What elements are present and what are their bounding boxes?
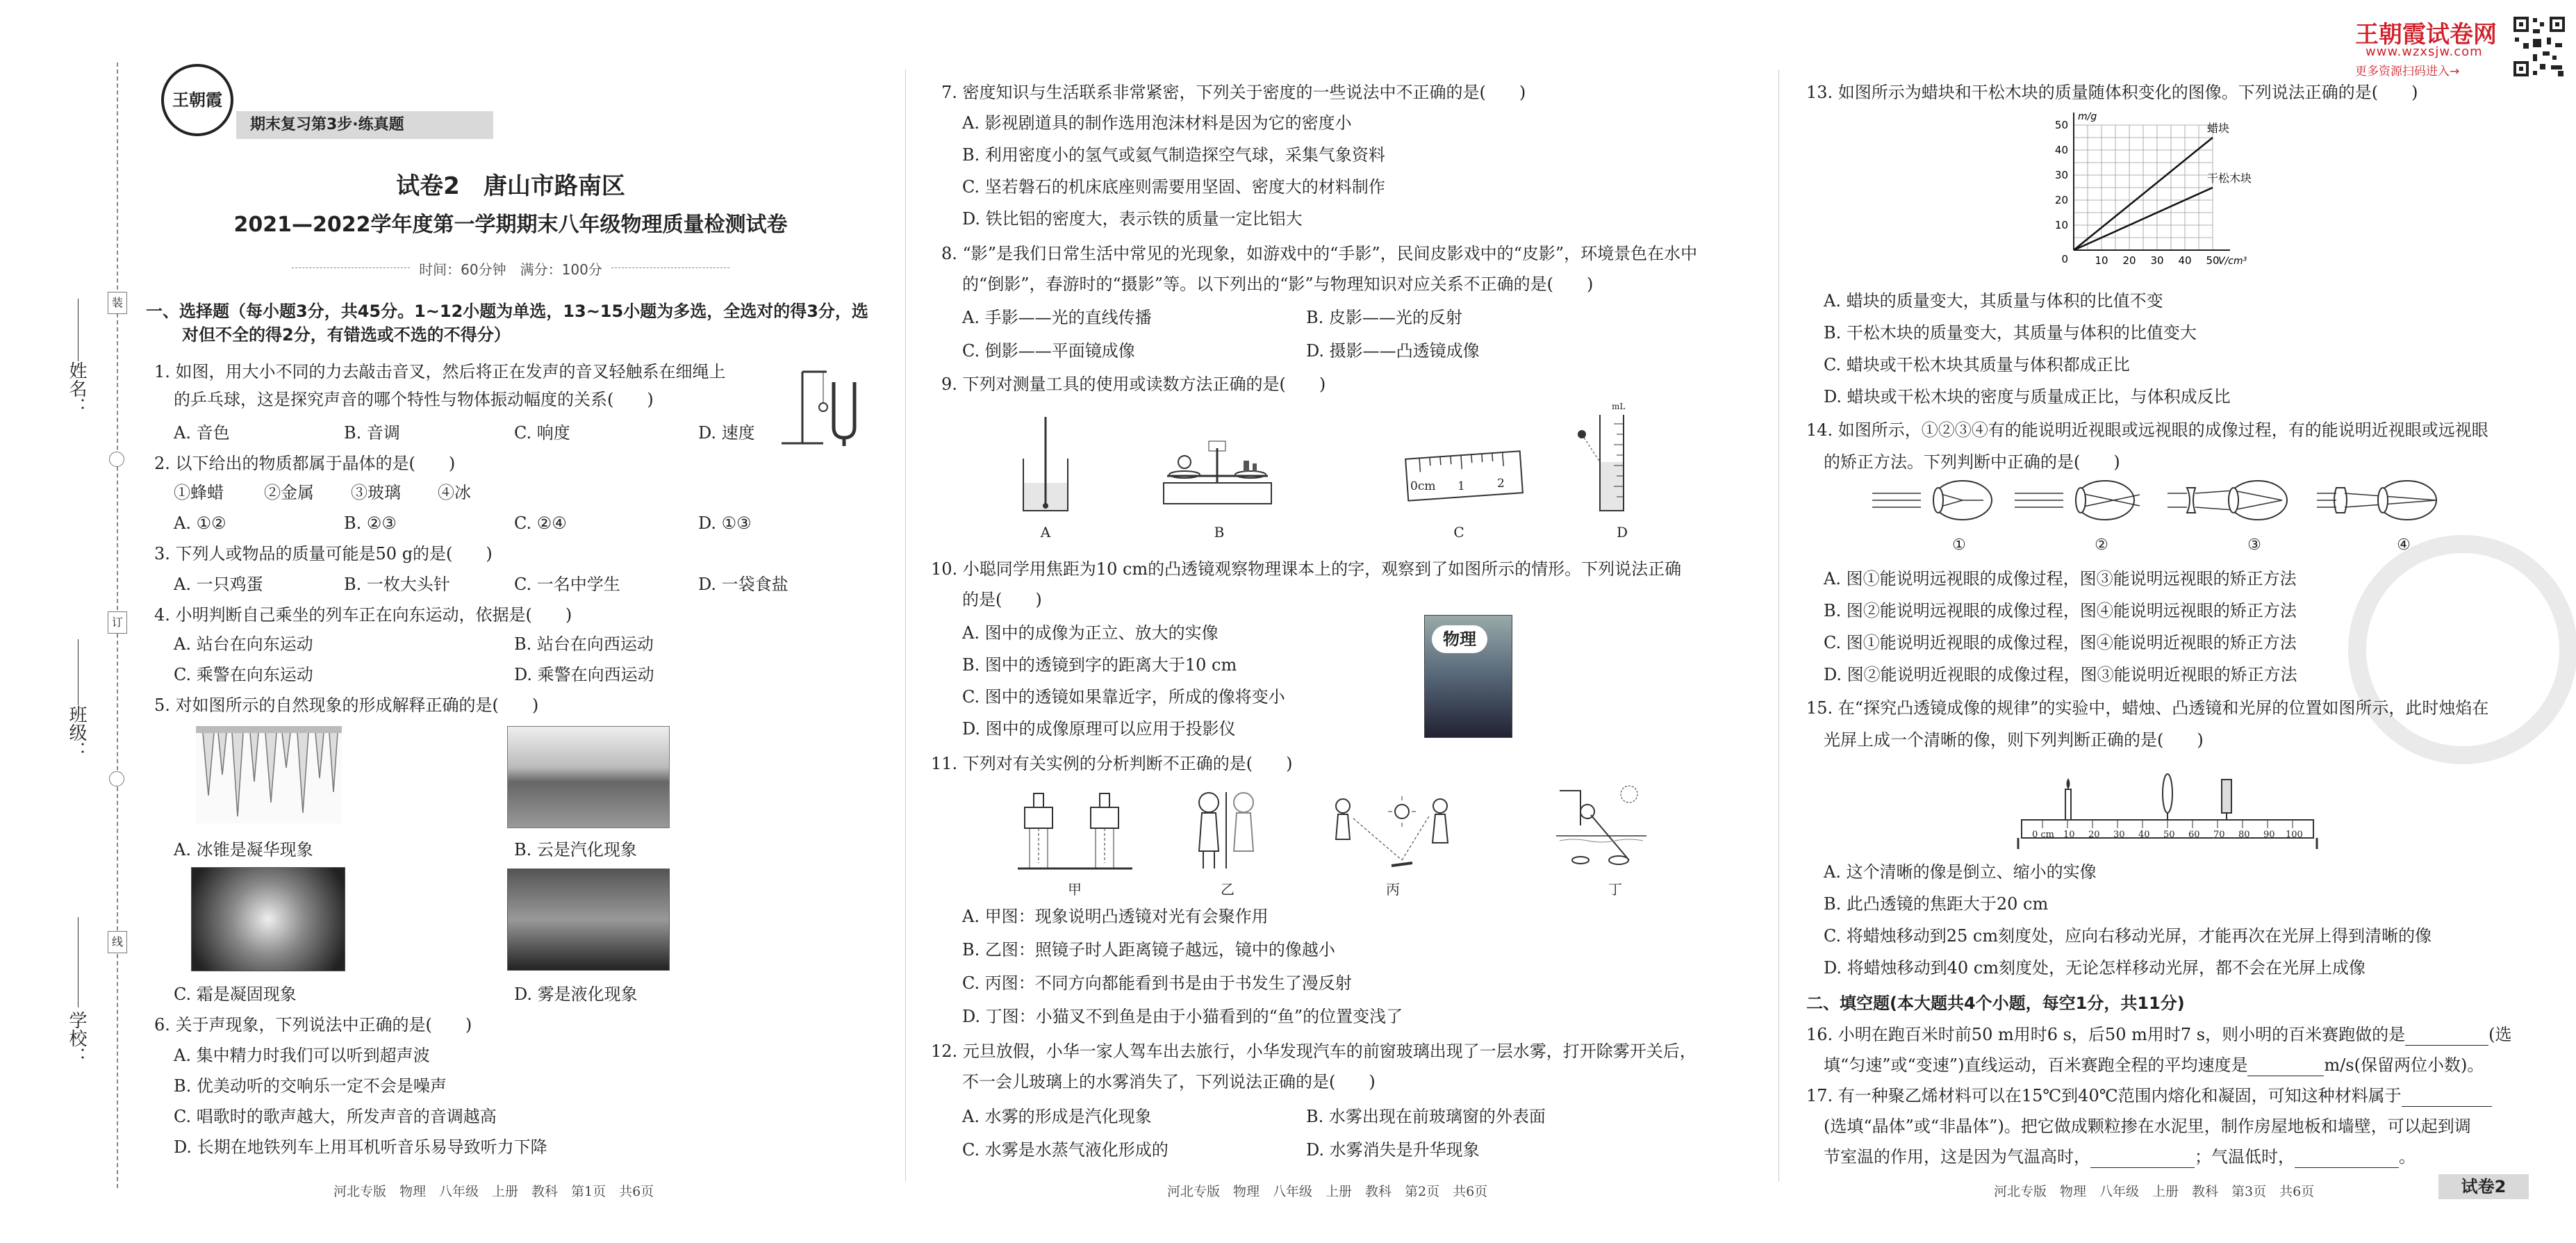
logo-text: 王朝霞 — [172, 90, 222, 110]
q5-option-c[interactable]: C. 霜是凝固现象 — [174, 985, 297, 1004]
q9-label-d: D — [1616, 524, 1628, 541]
ruler-one-label: 1 — [1458, 479, 1465, 493]
q17-text-d: ；气温低时， — [2195, 1147, 2295, 1167]
q7-option-c[interactable]: C. 坚若磐石的机床底座则需要用坚固、密度大的材料制作 — [962, 177, 1385, 197]
punch-hole-2 — [109, 771, 124, 787]
q3-option-a[interactable]: A. 一只鸡蛋 — [174, 575, 263, 594]
book-title: 物理 — [1432, 625, 1487, 653]
q11-label-ding: 丁 — [1608, 881, 1622, 898]
q11-option-c[interactable]: C. 丙图：不同方向都能看到书是由于书发生了漫反射 — [962, 973, 1352, 993]
bench-tick-60: 60 — [2188, 830, 2200, 840]
q17-blank-3[interactable] — [2295, 1146, 2399, 1168]
q12-option-a[interactable]: A. 水雾的形成是汽化现象 — [962, 1107, 1152, 1126]
bench-tick-100: 100 — [2286, 830, 2303, 840]
q14-stem: 14. 如图所示，①②③④有的能说明近视眼或远视眼的成像过程，有的能说明近视眼或远视眼 — [1806, 420, 2488, 440]
q15-option-d[interactable]: D. 将蜡烛移动到40 cm刻度处，无论怎样移动光屏，都不会在光屏上成像 — [1824, 958, 2366, 978]
q14-option-b[interactable]: B. 图②能说明远视眼的成像过程，图④能说明远视眼的矫正方法 — [1824, 601, 2297, 620]
q12-stem: 12. 元旦放假，小华一家人驾车出去旅行，小华发现汽车的前窗玻璃出现了一层水雾，打开除雾开关后， — [931, 1042, 1696, 1061]
q17-line2: (选填“晶体”或“非晶体”)。把它做成颗粒掺在水泥里，制作房屋地板和墙壁，可以起到调 — [1824, 1117, 2471, 1136]
q9-label-a: A — [1040, 524, 1051, 541]
bench-tick-30: 30 — [2113, 830, 2125, 840]
q17-blank-2[interactable] — [2090, 1146, 2195, 1168]
q10-option-c[interactable]: C. 图中的透镜如果靠近字，所成的像将变小 — [962, 687, 1285, 707]
tuning-fork-figure — [775, 361, 872, 448]
fog-photo — [507, 869, 670, 971]
q8-stem-cont: 的“倒影”，春游时的“摄影”等。以下列出的“影”与物理知识对应关系不正确的是( ) — [962, 274, 1594, 294]
exam-meta: 时间：60分钟 满分：100分 — [419, 261, 602, 278]
q4-stem: 4. 小明判断自己乘坐的列车正在向东运动，依据是( ) — [154, 605, 572, 625]
q7-option-d[interactable]: D. 铁比铝的密度大，表示铁的质量一定比铝大 — [962, 209, 1303, 229]
bench-tick-10: 10 — [2063, 830, 2075, 840]
site-slogan: 更多资源扫码进入→ — [2355, 65, 2460, 79]
q1-option-c[interactable]: C. 响度 — [514, 423, 570, 443]
q10-stem: 10. 小聪同学用焦距为10 cm的凸透镜观察物理课本上的字，观察到了如图所示的情形。下列说法正确 — [931, 559, 1682, 579]
q4-option-d[interactable]: D. 乘警在向西运动 — [514, 665, 654, 684]
q17-text-e: 。 — [2399, 1147, 2416, 1167]
x-tick-label: 50 — [2206, 254, 2220, 267]
q17-text-a: 17. 有一种聚乙烯材料可以在15℃到40℃范围内熔化和凝固，可知这种材料属于 — [1806, 1086, 2402, 1105]
q17-line3 — [1824, 1146, 2416, 1168]
y-tick-label: 30 — [2054, 169, 2068, 181]
q7-option-b[interactable]: B. 利用密度小的氢气或氦气制造探空气球，采集气象资料 — [962, 145, 1385, 165]
q12-option-d[interactable]: D. 水雾消失是升华现象 — [1306, 1140, 1480, 1160]
q6-option-c[interactable]: C. 唱歌时的歌声越大，所发声音的音调越高 — [174, 1107, 497, 1126]
q14-option-c[interactable]: C. 图①能说明近视眼的成像过程，图④能说明近视眼的矫正方法 — [1824, 633, 2297, 652]
q2-item-3: ③玻璃 — [351, 483, 401, 502]
q11-label-yi: 乙 — [1221, 881, 1235, 898]
q8-option-a[interactable]: A. 手影——光的直线传播 — [962, 308, 1152, 327]
q2-option-c[interactable]: C. ②④ — [514, 513, 567, 533]
q11-figure-jia — [1014, 787, 1136, 873]
paper-tag: 试卷2 — [2438, 1174, 2529, 1199]
q16-text-a: 16. 小明在跑百米时前50 m用时6 s，后50 m用时7 s，则小明的百米赛跑做的是 — [1806, 1025, 2406, 1044]
q11-label-jia: 甲 — [1068, 881, 1082, 898]
q5-option-b[interactable]: B. 云是汽化现象 — [514, 840, 637, 859]
q11-figure-bing — [1332, 791, 1454, 874]
y-tick-label: 20 — [2054, 194, 2068, 206]
exam-subtitle: 2021—2022学年度第一学期期末八年级物理质量检测试卷 — [233, 213, 788, 237]
seal-mark-3: 线 — [108, 931, 127, 953]
q6-stem: 6. 关于声现象，下列说法中正确的是( ) — [154, 1015, 472, 1035]
q1-stem: 1. 如图，用大小不同的力去敲击音叉，然后将正在发声的音叉轻触系在细绳上 — [154, 362, 726, 381]
q16-text-b: (选 — [2488, 1025, 2512, 1044]
q14-label-1: ① — [1952, 536, 1966, 554]
q15-stem: 15. 在“探究凸透镜成像的规律”的实验中，蜡烛、凸透镜和光屏的位置如图所示，此时烛焰在 — [1806, 698, 2489, 718]
school-label: 学校： — [66, 1011, 87, 1065]
q1-option-a[interactable]: A. 音色 — [174, 423, 230, 443]
q4-option-c[interactable]: C. 乘警在向东运动 — [174, 665, 313, 684]
series-label-2: 干松木块 — [2207, 172, 2252, 185]
graduated-cylinder-figure — [1574, 406, 1629, 514]
bench-tick-0: 0 cm — [2032, 830, 2055, 840]
logo — [161, 64, 233, 136]
q12-option-c[interactable]: C. 水雾是水蒸气液化形成的 — [962, 1140, 1169, 1160]
q14-label-2: ② — [2095, 536, 2108, 554]
bench-tick-20: 20 — [2088, 830, 2100, 840]
x-tick-label: 40 — [2178, 254, 2192, 267]
q5-option-d[interactable]: D. 雾是液化现象 — [514, 985, 638, 1004]
mass-volume-chart — [2046, 111, 2268, 285]
cylinder-unit-label: mL — [1612, 402, 1626, 411]
bench-tick-90: 90 — [2263, 830, 2275, 840]
q13-option-d[interactable]: D. 蜡块或干松木块的密度与质量成正比，与体积成反比 — [1824, 387, 2231, 406]
frost-photo — [191, 867, 345, 971]
q5-stem: 5. 对如图所示的自然现象的形成解释正确的是( ) — [154, 695, 539, 715]
q11-option-d[interactable]: D. 丁图：小猫叉不到鱼是由于小猫看到的“鱼”的位置变浅了 — [962, 1007, 1403, 1026]
q3-option-c[interactable]: C. 一名中学生 — [514, 575, 620, 594]
q14-option-d[interactable]: D. 图②能说明近视眼的成像过程，图③能说明近视眼的矫正方法 — [1824, 665, 2297, 684]
bench-tick-80: 80 — [2238, 830, 2250, 840]
footer-page1: 河北专版 物理 八年级 上册 教科 第1页 共6页 — [333, 1184, 654, 1199]
section1-heading: 一、选择题（每小题3分，共45分。1~12小题为单选，13~15小题为多选，全选对的得3分，选 — [146, 302, 868, 321]
site-title: 王朝霞试卷网 — [2355, 21, 2497, 49]
exam-title: 试卷2 唐山市路南区 — [396, 172, 625, 200]
q11-label-bing: 丙 — [1386, 881, 1400, 898]
seal-mark-2: 订 — [108, 611, 127, 634]
q2-stem: 2. 以下给出的物质都属于晶体的是( ) — [154, 454, 456, 473]
q15-stem-cont: 光屏上成一个清晰的像，则下列判断正确的是( ) — [1824, 730, 2204, 750]
q14-option-a[interactable]: A. 图①能说明远视眼的成像过程，图③能说明远视眼的矫正方法 — [1824, 569, 2297, 588]
q1-option-d[interactable]: D. 速度 — [698, 423, 755, 443]
q3-stem: 3. 下列人或物品的质量可能是50 g的是( ) — [154, 544, 493, 563]
clouds-photo — [507, 726, 670, 828]
q11-option-b[interactable]: B. 乙图：照镜子时人距离镜子越远，镜中的像越小 — [962, 940, 1335, 960]
class-blank — [78, 639, 79, 705]
watermark-stamp — [2348, 535, 2576, 764]
icicles-photo — [196, 726, 342, 823]
q1-stem-cont: 的乒乓球，这是探究声音的哪个特性与物体振动幅度的关系( ) — [174, 390, 654, 409]
y-tick-label: 40 — [2054, 144, 2068, 156]
q13-option-b[interactable]: B. 干松木块的质量变大，其质量与体积的比值变大 — [1824, 323, 2197, 343]
ruler-figure — [1403, 448, 1525, 507]
punch-hole-1 — [109, 452, 124, 467]
q16-text-d: m/s(保留两位小数)。 — [2324, 1055, 2484, 1075]
x-tick-label: 20 — [2122, 254, 2136, 267]
q16-blank-2[interactable] — [2247, 1055, 2324, 1076]
q15-option-c[interactable]: C. 将蜡烛移动到25 cm刻度处，应向右移动光屏，才能再次在光屏上得到清晰的像 — [1824, 926, 2432, 946]
q6-option-b[interactable]: B. 优美动听的交响乐一定不会是噪声 — [174, 1076, 447, 1096]
q2-option-b[interactable]: B. ②③ — [344, 513, 397, 533]
q16-text-c: 填“匀速”或“变速”)直线运动，百米赛跑全程的平均速度是 — [1824, 1055, 2248, 1075]
q11-figure-yi — [1194, 785, 1260, 872]
eye-diagram-4 — [2317, 479, 2449, 521]
q8-option-c[interactable]: C. 倒影——平面镜成像 — [962, 341, 1135, 361]
q15-option-a[interactable]: A. 这个清晰的像是倒立、缩小的实像 — [1824, 862, 2097, 882]
section2-heading: 二、填空题(本大题共4个小题，每空1分，共11分) — [1806, 994, 2185, 1013]
q3-option-b[interactable]: B. 一枚大头针 — [344, 575, 450, 594]
q2-option-d[interactable]: D. ①③ — [698, 513, 752, 533]
meta-rule-left — [292, 267, 410, 268]
bench-tick-40: 40 — [2138, 830, 2150, 840]
q11-figure-ding — [1553, 784, 1650, 874]
q7-option-a[interactable]: A. 影视剧道具的制作选用泡沫材料是因为它的密度小 — [962, 113, 1352, 133]
ruler-zero-label: 0cm — [1410, 479, 1436, 493]
q2-item-1: ①蜂蜡 — [174, 483, 224, 502]
q2-option-a[interactable]: A. ①② — [174, 513, 226, 533]
q8-option-b[interactable]: B. 皮影——光的反射 — [1306, 308, 1462, 327]
q7-stem: 7. 密度知识与生活联系非常紧密，下列关于密度的一些说法中不正确的是( ) — [941, 83, 1526, 102]
q10-stem-cont: 的是( ) — [962, 590, 1042, 609]
review-badge: 期末复习第3步·练真题 — [236, 111, 493, 139]
bench-tick-50: 50 — [2163, 830, 2175, 840]
footer-page2: 河北专版 物理 八年级 上册 教科 第2页 共6页 — [1167, 1184, 1488, 1199]
page-divider-2 — [1778, 69, 1779, 1181]
name-label: 姓名： — [66, 361, 87, 415]
q8-option-d[interactable]: D. 摄影——凸透镜成像 — [1306, 341, 1480, 361]
meta-rule-right — [611, 267, 729, 268]
q2-item-2: ②金属 — [264, 483, 314, 502]
x-tick-label: 10 — [2095, 254, 2108, 267]
x-axis-label: V/cm³ — [2218, 256, 2247, 267]
balance-scale-figure — [1157, 434, 1278, 511]
q11-stem: 11. 下列对有关实例的分析判断不正确的是( ) — [931, 754, 1293, 773]
q13-option-a[interactable]: A. 蜡块的质量变大，其质量与体积的比值不变 — [1824, 291, 2163, 311]
x-tick-label: 30 — [2150, 254, 2164, 267]
q14-label-3: ③ — [2247, 536, 2261, 554]
q6-option-a[interactable]: A. 集中精力时我们可以听到超声波 — [174, 1046, 430, 1065]
q1-option-b[interactable]: B. 音调 — [344, 423, 400, 443]
q17-line1 — [1806, 1085, 2492, 1107]
q14-label-4: ④ — [2397, 536, 2411, 554]
q16-line1 — [1806, 1024, 2511, 1046]
q8-stem: 8. “影”是我们日常生活中常见的光现象，如游戏中的“手影”，民间皮影戏中的“皮影”，环境景色在水中 — [941, 244, 1698, 263]
eye-diagram-3 — [2168, 479, 2300, 521]
series-label-1: 蜡块 — [2207, 122, 2230, 135]
q4-option-b[interactable]: B. 站台在向西运动 — [514, 634, 654, 654]
y-tick-label: 10 — [2054, 219, 2068, 231]
site-url: www.wzxsjw.com — [2366, 44, 2483, 59]
page-divider-1 — [905, 69, 906, 1181]
q14-stem-cont: 的矫正方法。下列判断中正确的是( ) — [1824, 452, 2120, 472]
q9-label-c: C — [1453, 524, 1464, 541]
q13-option-c[interactable]: C. 蜡块或干松木块其质量与体积都成正比 — [1824, 355, 2130, 374]
q12-stem-cont: 不一会儿玻璃上的水雾消失了，下列说法正确的是( ) — [962, 1072, 1376, 1092]
y-axis-label: m/g — [2078, 111, 2097, 122]
y-tick-label: 50 — [2054, 119, 2068, 131]
physics-book-photo — [1424, 615, 1512, 738]
class-label: 班级： — [66, 705, 87, 759]
seal-mark-1: 装 — [108, 292, 127, 314]
origin-label: 0 — [2061, 253, 2068, 265]
q10-option-d[interactable]: D. 图中的成像原理可以应用于投影仪 — [962, 719, 1236, 739]
name-blank — [78, 299, 79, 361]
q16-blank-1[interactable] — [2405, 1024, 2488, 1046]
footer-page3: 河北专版 物理 八年级 上册 教科 第3页 共6页 — [1994, 1184, 2315, 1199]
q15-option-b[interactable]: B. 此凸透镜的焦距大于20 cm — [1824, 894, 2049, 914]
bench-tick-70: 70 — [2213, 830, 2225, 840]
q17-text-c: 节室温的作用，这是因为气温高时， — [1824, 1147, 2090, 1167]
school-blank — [78, 917, 79, 1007]
q3-option-d[interactable]: D. 一袋食盐 — [698, 575, 789, 594]
ruler-two-label: 2 — [1497, 477, 1505, 491]
q12-option-b[interactable]: B. 水雾出现在前玻璃窗的外表面 — [1306, 1107, 1546, 1126]
eye-diagram-1 — [1872, 479, 2004, 521]
q9-label-b: B — [1214, 524, 1225, 541]
q5-option-a[interactable]: A. 冰锥是凝华现象 — [174, 840, 313, 859]
q11-option-a[interactable]: A. 甲图：现象说明凸透镜对光有会聚作用 — [962, 907, 1269, 926]
q17-blank-1[interactable] — [2402, 1085, 2492, 1107]
q13-stem: 13. 如图所示为蜡块和干松木块的质量随体积变化的图像。下列说法正确的是( ) — [1806, 83, 2418, 102]
q6-option-d[interactable]: D. 长期在地铁列车上用耳机听音乐易导致听力下降 — [174, 1137, 547, 1157]
q2-item-4: ④冰 — [438, 483, 471, 502]
eye-diagram-2 — [2015, 479, 2147, 521]
thermometer-beaker-figure — [1018, 417, 1073, 514]
q10-option-a[interactable]: A. 图中的成像为正立、放大的实像 — [962, 623, 1219, 643]
q16-line2 — [1824, 1055, 2484, 1076]
q9-stem: 9. 下列对测量工具的使用或读数方法正确的是( ) — [941, 374, 1326, 394]
qr-code — [2512, 15, 2566, 78]
section1-heading-cont: 对但不全的得2分，有错选或不选的不得分） — [182, 325, 511, 345]
q10-option-b[interactable]: B. 图中的透镜到字的距离大于10 cm — [962, 655, 1237, 675]
q4-option-a[interactable]: A. 站台在向东运动 — [174, 634, 313, 654]
